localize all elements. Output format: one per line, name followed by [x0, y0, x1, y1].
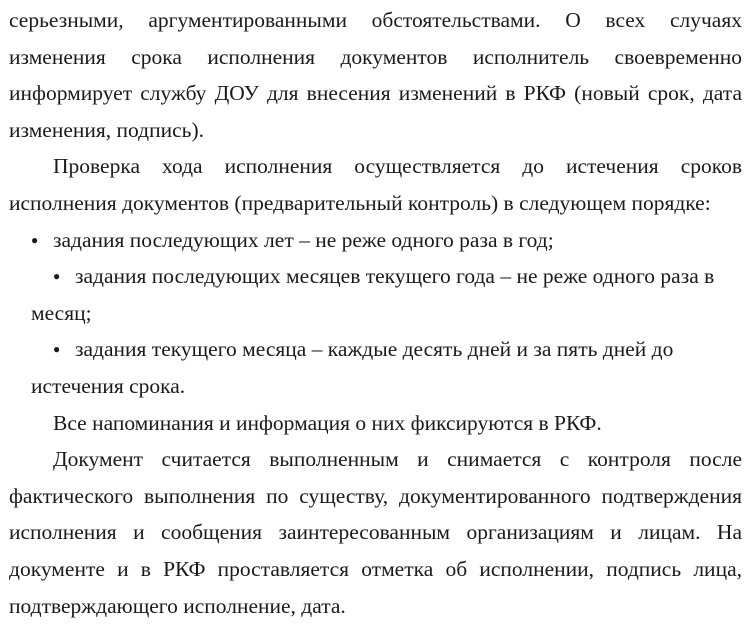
list-item-text: задания текущего месяца – каждые десять дней и за пять дней до истечения срока.	[31, 337, 674, 398]
list-item-text: задания последующих месяцев текущего года – не реже одного раза в месяц;	[31, 264, 715, 325]
bullet-icon: ●	[53, 269, 61, 284]
bullet-icon: ●	[31, 232, 39, 247]
paragraph-continuation: серьезными, аргументированными обстоятельствами. О всех случаях изменения срока исполнения документов исполнитель своевременно информирует службу ДОУ для внесения изменений в РКФ (новый срок, дата изменения, подпись).	[9, 8, 742, 142]
paragraph-control-check: Проверка хода исполнения осуществляется до истечения сроков исполнения документов (предварительный контроль) в следующем порядке:	[9, 154, 742, 215]
list-item	[9, 222, 742, 259]
bullet-list	[9, 222, 742, 405]
paragraph-completion: Документ считается выполненным и снимается с контроля после фактического выполнения по существу, документированного подтверждения исполнения и сообщения заинтересованным организациям и лицам. На документе и в РКФ проставляется отметка об исполнении, подпись лица, подтверждающего исполнение, дата.	[9, 447, 742, 618]
list-item	[9, 331, 742, 404]
bullet-icon: ●	[53, 342, 61, 357]
paragraph-reminders: Все напоминания и информация о них фиксируются в РКФ.	[53, 410, 602, 435]
list-item	[9, 258, 742, 331]
list-item-text: задания последующих лет – не реже одного раза в год;	[53, 227, 554, 252]
